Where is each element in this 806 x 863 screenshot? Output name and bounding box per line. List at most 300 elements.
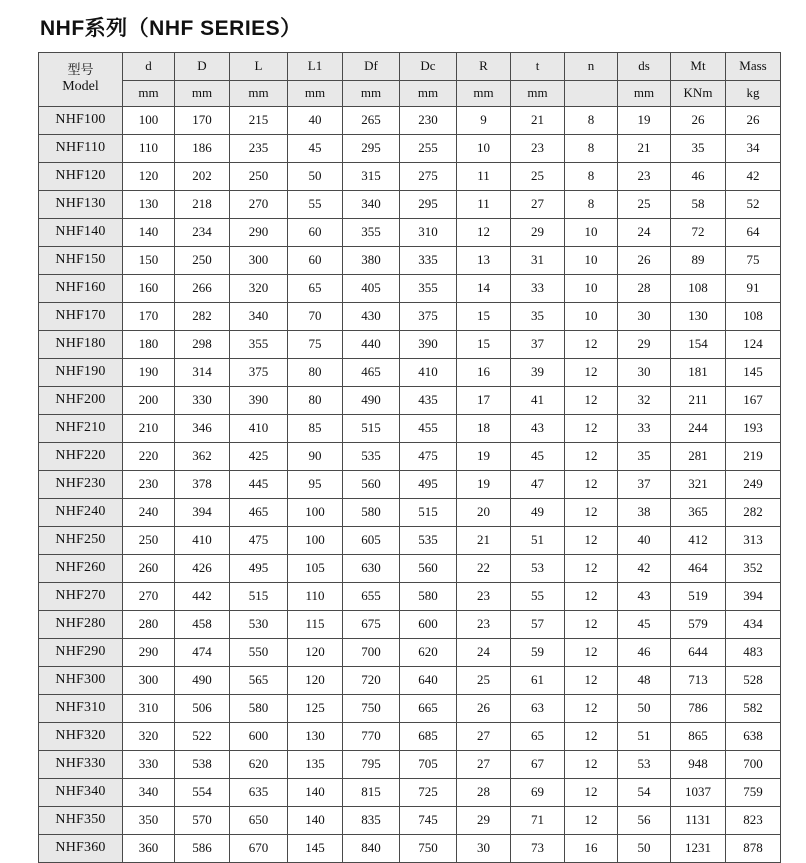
cell-t: 73 (511, 835, 565, 863)
cell-d: 230 (123, 471, 175, 499)
cell-L: 390 (230, 387, 288, 415)
cell-Df: 340 (343, 191, 400, 219)
cell-ds: 50 (618, 835, 671, 863)
cell-Dc: 560 (400, 555, 457, 583)
cell-t: 33 (511, 275, 565, 303)
cell-R: 30 (457, 835, 511, 863)
cell-t: 31 (511, 247, 565, 275)
cell-L: 635 (230, 779, 288, 807)
cell-model: NHF270 (39, 583, 123, 611)
cell-Df: 430 (343, 303, 400, 331)
cell-t: 63 (511, 695, 565, 723)
cell-d: 280 (123, 611, 175, 639)
unit-Mass: kg (726, 81, 781, 107)
cell-D: 458 (175, 611, 230, 639)
column-header-R: R (457, 53, 511, 81)
cell-t: 55 (511, 583, 565, 611)
cell-Df: 580 (343, 499, 400, 527)
cell-n: 12 (565, 359, 618, 387)
cell-t: 71 (511, 807, 565, 835)
cell-R: 9 (457, 107, 511, 135)
cell-Mt: 412 (671, 527, 726, 555)
unit-d: mm (123, 81, 175, 107)
cell-Mt: 244 (671, 415, 726, 443)
cell-model: NHF180 (39, 331, 123, 359)
cell-L: 375 (230, 359, 288, 387)
table-row (39, 359, 781, 387)
table-row (39, 163, 781, 191)
cell-model: NHF210 (39, 415, 123, 443)
cell-Dc: 275 (400, 163, 457, 191)
cell-R: 27 (457, 723, 511, 751)
cell-R: 15 (457, 303, 511, 331)
cell-Mt: 1037 (671, 779, 726, 807)
table-row (39, 107, 781, 135)
cell-D: 586 (175, 835, 230, 863)
cell-ds: 54 (618, 779, 671, 807)
cell-L1: 100 (288, 499, 343, 527)
column-header-model (39, 53, 123, 107)
column-header-n: n (565, 53, 618, 81)
cell-Dc: 390 (400, 331, 457, 359)
unit-n (565, 81, 618, 107)
cell-Mt: 579 (671, 611, 726, 639)
cell-Mass: 638 (726, 723, 781, 751)
cell-D: 522 (175, 723, 230, 751)
cell-model: NHF320 (39, 723, 123, 751)
cell-Mass: 483 (726, 639, 781, 667)
table-row (39, 611, 781, 639)
cell-D: 570 (175, 807, 230, 835)
table-row (39, 415, 781, 443)
spec-table-container (0, 52, 806, 863)
cell-model: NHF230 (39, 471, 123, 499)
cell-model: NHF260 (39, 555, 123, 583)
cell-L: 445 (230, 471, 288, 499)
cell-Df: 315 (343, 163, 400, 191)
cell-Mt: 181 (671, 359, 726, 387)
cell-R: 19 (457, 471, 511, 499)
cell-L: 250 (230, 163, 288, 191)
cell-Df: 265 (343, 107, 400, 135)
cell-D: 490 (175, 667, 230, 695)
unit-ds: mm (618, 81, 671, 107)
cell-Mass: 75 (726, 247, 781, 275)
cell-Dc: 295 (400, 191, 457, 219)
cell-model: NHF250 (39, 527, 123, 555)
cell-model: NHF300 (39, 667, 123, 695)
cell-n: 12 (565, 751, 618, 779)
cell-Dc: 475 (400, 443, 457, 471)
cell-ds: 33 (618, 415, 671, 443)
cell-d: 120 (123, 163, 175, 191)
unit-t: mm (511, 81, 565, 107)
cell-Mt: 865 (671, 723, 726, 751)
cell-t: 21 (511, 107, 565, 135)
cell-R: 23 (457, 583, 511, 611)
cell-ds: 46 (618, 639, 671, 667)
cell-d: 260 (123, 555, 175, 583)
cell-Dc: 535 (400, 527, 457, 555)
cell-d: 180 (123, 331, 175, 359)
table-row (39, 247, 781, 275)
cell-Mass: 167 (726, 387, 781, 415)
cell-L: 475 (230, 527, 288, 555)
cell-D: 538 (175, 751, 230, 779)
column-header-Dc: Dc (400, 53, 457, 81)
cell-model: NHF330 (39, 751, 123, 779)
unit-L1: mm (288, 81, 343, 107)
cell-model: NHF350 (39, 807, 123, 835)
cell-L1: 80 (288, 359, 343, 387)
cell-Df: 675 (343, 611, 400, 639)
cell-model: NHF130 (39, 191, 123, 219)
cell-ds: 45 (618, 611, 671, 639)
cell-L: 565 (230, 667, 288, 695)
cell-model: NHF240 (39, 499, 123, 527)
cell-Mt: 72 (671, 219, 726, 247)
cell-model: NHF280 (39, 611, 123, 639)
cell-d: 170 (123, 303, 175, 331)
cell-n: 8 (565, 191, 618, 219)
table-header (39, 53, 781, 107)
cell-ds: 28 (618, 275, 671, 303)
cell-L1: 55 (288, 191, 343, 219)
table-row (39, 499, 781, 527)
table-row (39, 751, 781, 779)
cell-model: NHF170 (39, 303, 123, 331)
cell-n: 12 (565, 527, 618, 555)
cell-n: 12 (565, 555, 618, 583)
cell-t: 37 (511, 331, 565, 359)
cell-L: 270 (230, 191, 288, 219)
cell-D: 506 (175, 695, 230, 723)
cell-n: 12 (565, 499, 618, 527)
cell-Df: 655 (343, 583, 400, 611)
cell-ds: 43 (618, 583, 671, 611)
cell-Df: 515 (343, 415, 400, 443)
page-title: NHF系列（NHF SERIES） (40, 17, 302, 40)
cell-ds: 38 (618, 499, 671, 527)
cell-t: 23 (511, 135, 565, 163)
cell-L1: 45 (288, 135, 343, 163)
cell-Mt: 154 (671, 331, 726, 359)
cell-R: 28 (457, 779, 511, 807)
cell-Df: 440 (343, 331, 400, 359)
cell-n: 12 (565, 723, 618, 751)
table-header-row-symbols (39, 53, 781, 81)
cell-Mass: 34 (726, 135, 781, 163)
cell-model: NHF140 (39, 219, 123, 247)
cell-d: 190 (123, 359, 175, 387)
cell-L1: 95 (288, 471, 343, 499)
cell-L1: 115 (288, 611, 343, 639)
column-header-t: t (511, 53, 565, 81)
cell-n: 12 (565, 583, 618, 611)
cell-Df: 535 (343, 443, 400, 471)
cell-t: 29 (511, 219, 565, 247)
cell-ds: 24 (618, 219, 671, 247)
cell-t: 25 (511, 163, 565, 191)
cell-Mass: 249 (726, 471, 781, 499)
cell-ds: 32 (618, 387, 671, 415)
cell-ds: 30 (618, 359, 671, 387)
cell-D: 346 (175, 415, 230, 443)
cell-Df: 815 (343, 779, 400, 807)
cell-n: 12 (565, 667, 618, 695)
cell-Mt: 365 (671, 499, 726, 527)
cell-n: 12 (565, 695, 618, 723)
table-row (39, 527, 781, 555)
cell-model: NHF190 (39, 359, 123, 387)
cell-L: 550 (230, 639, 288, 667)
table-header-row-units (39, 81, 781, 107)
cell-Dc: 705 (400, 751, 457, 779)
cell-R: 27 (457, 751, 511, 779)
cell-d: 130 (123, 191, 175, 219)
cell-Mt: 464 (671, 555, 726, 583)
cell-Mass: 52 (726, 191, 781, 219)
cell-Df: 720 (343, 667, 400, 695)
cell-t: 59 (511, 639, 565, 667)
cell-R: 14 (457, 275, 511, 303)
cell-D: 410 (175, 527, 230, 555)
cell-Df: 405 (343, 275, 400, 303)
table-row (39, 303, 781, 331)
cell-Mt: 1231 (671, 835, 726, 863)
cell-Df: 465 (343, 359, 400, 387)
cell-n: 10 (565, 275, 618, 303)
nhf-series-spec-table (38, 52, 781, 863)
table-row (39, 135, 781, 163)
cell-R: 18 (457, 415, 511, 443)
cell-model: NHF290 (39, 639, 123, 667)
cell-Mt: 281 (671, 443, 726, 471)
cell-R: 29 (457, 807, 511, 835)
cell-Mt: 130 (671, 303, 726, 331)
cell-Dc: 665 (400, 695, 457, 723)
cell-Mass: 91 (726, 275, 781, 303)
cell-L1: 60 (288, 219, 343, 247)
cell-n: 10 (565, 247, 618, 275)
table-row (39, 723, 781, 751)
cell-Mt: 89 (671, 247, 726, 275)
cell-L1: 90 (288, 443, 343, 471)
cell-ds: 25 (618, 191, 671, 219)
cell-t: 61 (511, 667, 565, 695)
cell-Df: 750 (343, 695, 400, 723)
cell-Df: 560 (343, 471, 400, 499)
cell-L1: 50 (288, 163, 343, 191)
cell-Dc: 230 (400, 107, 457, 135)
cell-L: 465 (230, 499, 288, 527)
cell-Df: 770 (343, 723, 400, 751)
cell-ds: 53 (618, 751, 671, 779)
cell-Mass: 759 (726, 779, 781, 807)
table-row (39, 443, 781, 471)
cell-L1: 135 (288, 751, 343, 779)
cell-Mass: 528 (726, 667, 781, 695)
column-header-Df: Df (343, 53, 400, 81)
cell-n: 12 (565, 779, 618, 807)
cell-ds: 42 (618, 555, 671, 583)
cell-Dc: 640 (400, 667, 457, 695)
cell-Df: 295 (343, 135, 400, 163)
cell-D: 282 (175, 303, 230, 331)
cell-n: 12 (565, 807, 618, 835)
unit-R: mm (457, 81, 511, 107)
cell-L1: 125 (288, 695, 343, 723)
table-row (39, 191, 781, 219)
cell-R: 26 (457, 695, 511, 723)
cell-t: 35 (511, 303, 565, 331)
cell-L1: 120 (288, 639, 343, 667)
cell-ds: 37 (618, 471, 671, 499)
cell-D: 330 (175, 387, 230, 415)
cell-L1: 85 (288, 415, 343, 443)
cell-Dc: 410 (400, 359, 457, 387)
unit-L: mm (230, 81, 288, 107)
cell-L1: 75 (288, 331, 343, 359)
cell-L1: 65 (288, 275, 343, 303)
cell-D: 170 (175, 107, 230, 135)
cell-n: 12 (565, 611, 618, 639)
cell-Dc: 745 (400, 807, 457, 835)
cell-L: 670 (230, 835, 288, 863)
cell-ds: 35 (618, 443, 671, 471)
cell-Mt: 321 (671, 471, 726, 499)
cell-model: NHF110 (39, 135, 123, 163)
column-header-Mass: Mass (726, 53, 781, 81)
cell-R: 13 (457, 247, 511, 275)
column-header-model-en: Model (62, 78, 99, 94)
cell-Mass: 282 (726, 499, 781, 527)
cell-R: 20 (457, 499, 511, 527)
cell-Dc: 580 (400, 583, 457, 611)
cell-d: 310 (123, 695, 175, 723)
cell-L1: 100 (288, 527, 343, 555)
cell-D: 378 (175, 471, 230, 499)
cell-t: 51 (511, 527, 565, 555)
cell-L: 235 (230, 135, 288, 163)
cell-model: NHF310 (39, 695, 123, 723)
cell-ds: 21 (618, 135, 671, 163)
cell-ds: 23 (618, 163, 671, 191)
cell-D: 298 (175, 331, 230, 359)
cell-model: NHF200 (39, 387, 123, 415)
cell-D: 394 (175, 499, 230, 527)
cell-Mt: 644 (671, 639, 726, 667)
cell-Mass: 582 (726, 695, 781, 723)
cell-d: 240 (123, 499, 175, 527)
cell-Mt: 26 (671, 107, 726, 135)
column-header-D: D (175, 53, 230, 81)
cell-L: 425 (230, 443, 288, 471)
cell-Df: 605 (343, 527, 400, 555)
column-header-model-cn: 型号 (67, 62, 94, 78)
cell-L1: 40 (288, 107, 343, 135)
cell-D: 362 (175, 443, 230, 471)
cell-Mass: 42 (726, 163, 781, 191)
cell-t: 47 (511, 471, 565, 499)
cell-Mt: 519 (671, 583, 726, 611)
cell-L: 355 (230, 331, 288, 359)
cell-L1: 60 (288, 247, 343, 275)
column-header-d: d (123, 53, 175, 81)
cell-L: 600 (230, 723, 288, 751)
cell-d: 250 (123, 527, 175, 555)
cell-Mt: 58 (671, 191, 726, 219)
cell-Mass: 823 (726, 807, 781, 835)
table-row (39, 639, 781, 667)
cell-Mt: 786 (671, 695, 726, 723)
cell-Mass: 700 (726, 751, 781, 779)
cell-R: 19 (457, 443, 511, 471)
cell-Mass: 108 (726, 303, 781, 331)
cell-d: 140 (123, 219, 175, 247)
cell-Dc: 255 (400, 135, 457, 163)
cell-d: 320 (123, 723, 175, 751)
cell-ds: 29 (618, 331, 671, 359)
cell-t: 45 (511, 443, 565, 471)
cell-model: NHF100 (39, 107, 123, 135)
table-row (39, 555, 781, 583)
cell-Mass: 878 (726, 835, 781, 863)
cell-Df: 380 (343, 247, 400, 275)
cell-Mt: 1131 (671, 807, 726, 835)
cell-L1: 140 (288, 807, 343, 835)
cell-L1: 80 (288, 387, 343, 415)
cell-d: 350 (123, 807, 175, 835)
cell-n: 8 (565, 163, 618, 191)
cell-Mt: 35 (671, 135, 726, 163)
cell-Dc: 725 (400, 779, 457, 807)
cell-Dc: 455 (400, 415, 457, 443)
cell-d: 100 (123, 107, 175, 135)
cell-L: 515 (230, 583, 288, 611)
unit-D: mm (175, 81, 230, 107)
cell-Dc: 335 (400, 247, 457, 275)
unit-Mt: KNm (671, 81, 726, 107)
cell-D: 554 (175, 779, 230, 807)
cell-R: 21 (457, 527, 511, 555)
cell-ds: 19 (618, 107, 671, 135)
cell-R: 15 (457, 331, 511, 359)
cell-L1: 110 (288, 583, 343, 611)
cell-Df: 840 (343, 835, 400, 863)
cell-L: 340 (230, 303, 288, 331)
cell-n: 16 (565, 835, 618, 863)
cell-L: 620 (230, 751, 288, 779)
cell-Mass: 124 (726, 331, 781, 359)
cell-d: 160 (123, 275, 175, 303)
cell-Dc: 600 (400, 611, 457, 639)
cell-Dc: 620 (400, 639, 457, 667)
table-row (39, 471, 781, 499)
cell-R: 25 (457, 667, 511, 695)
cell-Df: 700 (343, 639, 400, 667)
cell-Mass: 434 (726, 611, 781, 639)
unit-Df: mm (343, 81, 400, 107)
cell-R: 23 (457, 611, 511, 639)
cell-Mass: 64 (726, 219, 781, 247)
table-row (39, 695, 781, 723)
cell-L1: 105 (288, 555, 343, 583)
cell-L1: 130 (288, 723, 343, 751)
table-row (39, 275, 781, 303)
cell-model: NHF360 (39, 835, 123, 863)
column-header-ds: ds (618, 53, 671, 81)
